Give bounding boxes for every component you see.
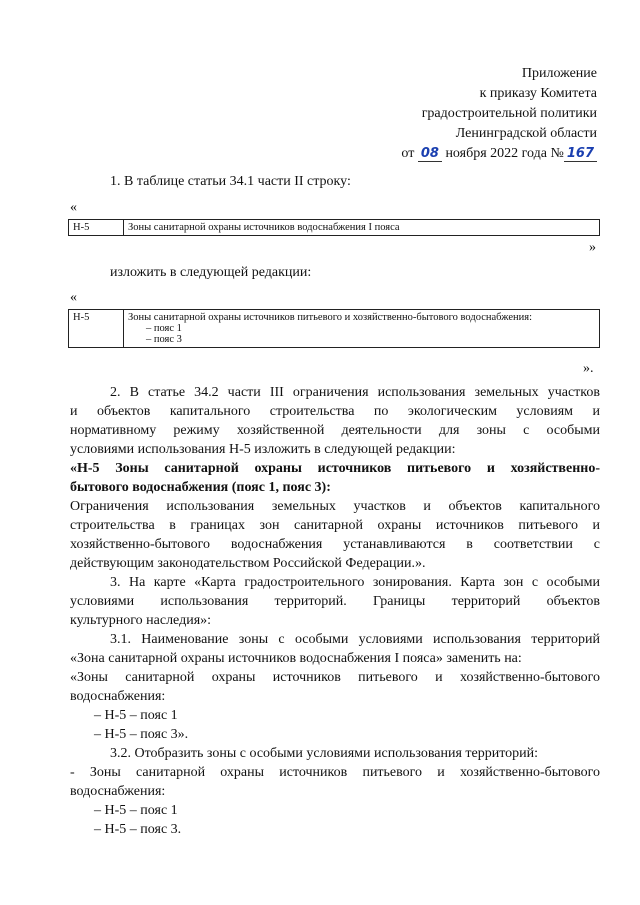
item2-paragraph: [70, 383, 600, 573]
text-line: 3.1. Наименование зоны с особыми условиями использования территорий: [110, 632, 600, 647]
item3-paragraph: [70, 573, 600, 839]
belt-item: – пояс 1: [146, 323, 182, 334]
text-line: нормативному режиму хозяйственной деятельности для зоны с особыми: [70, 423, 600, 438]
table-row: [69, 310, 600, 348]
text-line: условиями использования Н-5 изложить в следующей редакции:: [70, 442, 456, 457]
new-row-table: [68, 309, 600, 348]
text-line: и объектов капитального строительства по экологическим условиям и: [70, 404, 600, 419]
text-line: строительства в границах зон санитарной охраны источников питьевого и: [70, 518, 600, 533]
text-line: действующим законодательством Российской Федерации.».: [70, 556, 426, 571]
header-line: Приложение: [521, 66, 597, 81]
text-line: 3.2. Отобразить зоны с особыми условиями использования территорий:: [110, 746, 539, 761]
header-line: к приказу Комитета: [479, 86, 597, 101]
text-line: Ограничения использования земельных участков и объектов капитального: [70, 499, 600, 514]
text-line: водоснабжения:: [70, 784, 166, 799]
item1-intro: 1. В таблице статьи 34.1 части II строку:: [110, 174, 351, 189]
text-line: 2. В статье 34.2 части III ограничения использования земельных участков: [110, 385, 600, 400]
text-line: «Зона санитарной охраны источников водоснабжения I пояса» заменить на:: [70, 651, 522, 666]
zone-code-cell: Н-5: [69, 220, 124, 236]
text-line: хозяйственно-бытового водоснабжения устанавливаются в соответствии с: [70, 537, 600, 552]
list-item: – Н-5 – пояс 1: [94, 708, 178, 723]
old-row-table: [68, 219, 600, 236]
list-item: – Н-5 – пояс 3».: [94, 727, 189, 742]
text-line: «Зоны санитарной охраны источников питьевого и хозяйственно-бытового: [70, 670, 600, 685]
zone-name-cell: Зоны санитарной охраны источников водоснабжения I пояса: [124, 220, 600, 236]
close-quote: ».: [583, 361, 594, 376]
belt-item: – пояс 3: [146, 334, 182, 345]
header-line: градостроительной политики: [421, 106, 597, 121]
open-quote: «: [70, 200, 77, 215]
date-prefix: от: [401, 146, 415, 161]
list-item: – Н-5 – пояс 1: [94, 803, 178, 818]
text-line: 3. На карте «Карта градостроительного зонирования. Карта зон с особыми: [110, 575, 600, 590]
handwritten-day: 08: [418, 146, 442, 162]
approval-header: [401, 64, 597, 164]
header-line: Ленинградской области: [455, 126, 597, 141]
zone-code-cell: Н-5: [69, 310, 124, 348]
table-row: [69, 220, 600, 236]
bold-heading-line: бытового водоснабжения (пояс 1, пояс 3):: [70, 480, 331, 495]
zone-name-cell: [124, 310, 600, 348]
text-line: культурного наследия»:: [70, 613, 212, 628]
open-quote: «: [70, 290, 77, 305]
zone-name-text: Зоны санитарной охраны источников питьевого и хозяйственно-бытового водоснабжения:: [128, 312, 532, 323]
bold-heading-line: «Н-5 Зоны санитарной охраны источников питьевого и хозяйственно-: [70, 461, 600, 476]
text-line: - Зоны санитарной охраны источников питьевого и хозяйственно-бытового: [70, 765, 600, 780]
text-line: водоснабжения:: [70, 689, 166, 704]
replace-text: изложить в следующей редакции:: [110, 265, 312, 280]
order-date-line: [401, 144, 597, 164]
close-quote: »: [589, 240, 596, 255]
list-item: – Н-5 – пояс 3.: [94, 822, 182, 837]
text-line: условиями использования территорий. Границы территорий объектов: [70, 594, 600, 609]
handwritten-order-number: 167: [564, 146, 597, 162]
date-text: ноября 2022 года №: [445, 146, 564, 161]
